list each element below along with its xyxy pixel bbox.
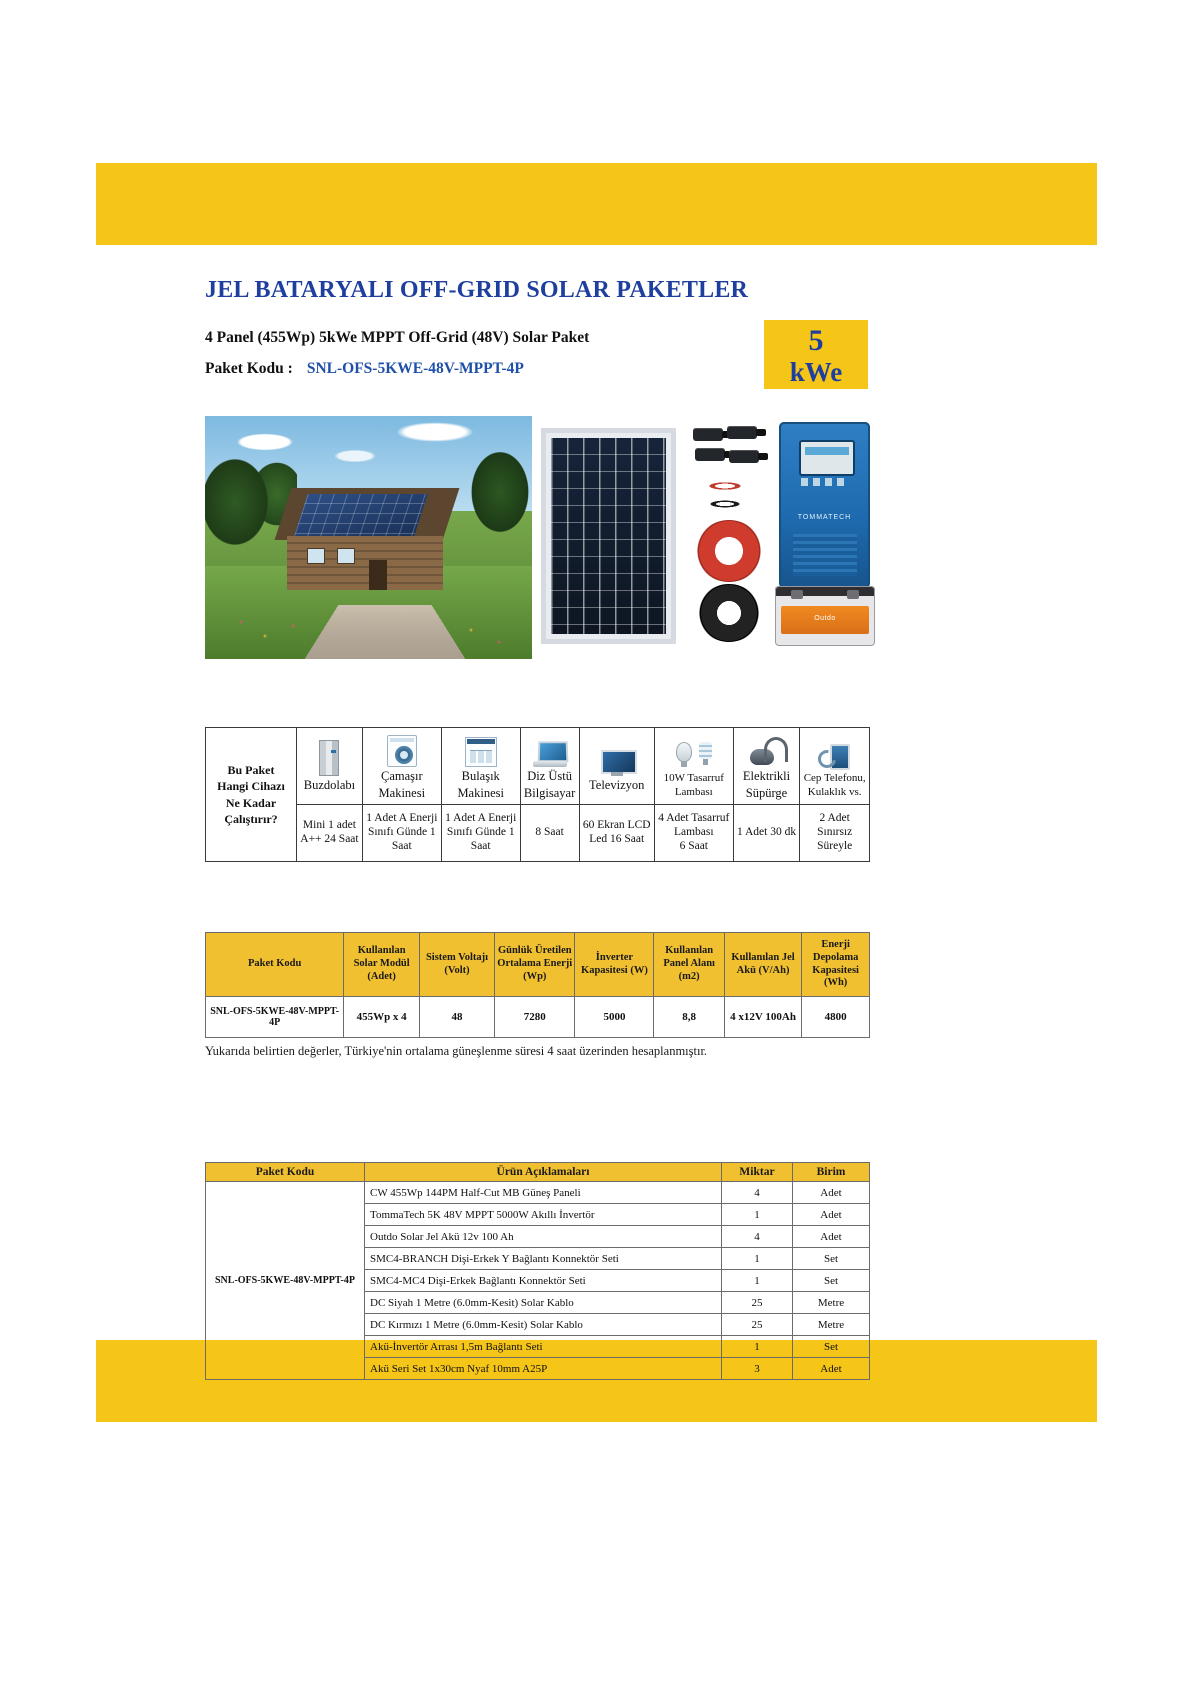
solar-roof-cabin-photo xyxy=(205,416,532,659)
spec-value-paket-kodu: SNL-OFS-5KWE-48V-MPPT-4P xyxy=(206,997,344,1038)
spec-value-inverter-kapasitesi: 5000 xyxy=(575,997,654,1038)
spec-value-enerji-depolama: 4800 xyxy=(802,997,870,1038)
inverter-display xyxy=(799,440,855,476)
appliance-value-camasir-makinesi: 1 Adet A Enerji Sınıfı Günde 1 Saat xyxy=(362,805,441,862)
power-badge-number: 5 xyxy=(808,324,824,357)
product-unit: Adet xyxy=(793,1182,870,1204)
appliance-name: Diz Üstü xyxy=(527,769,572,783)
product-header-birim: Birim xyxy=(793,1163,870,1182)
battery-brand-text: Outdo xyxy=(814,615,836,622)
trees-right xyxy=(452,434,532,554)
panel-cells xyxy=(551,438,666,634)
appliance-name: Elektrikli xyxy=(742,769,791,783)
appliance-cell-buzdolabi xyxy=(297,728,363,805)
package-code-row xyxy=(205,360,524,378)
power-badge-unit: kWe xyxy=(789,357,843,387)
spec-value-jel-aku: 4 x12V 100Ah xyxy=(724,997,801,1038)
product-quantity: 25 xyxy=(722,1292,793,1314)
product-description: Akü-İnvertör Arrası 1,5m Bağlantı Seti xyxy=(365,1336,722,1358)
flowers xyxy=(221,612,521,654)
spec-header-enerji-depolama: Enerji Depolama Kapasitesi (Wh) xyxy=(802,933,870,997)
product-package-code: SNL-OFS-5KWE-48V-MPPT-4P xyxy=(206,1182,365,1380)
battery-terminal xyxy=(791,590,803,599)
product-quantity: 4 xyxy=(722,1182,793,1204)
spec-header-gunluk-enerji: Günlük Üretilen Ortalama Enerji (Wp) xyxy=(495,933,575,997)
product-description: SMC4-BRANCH Dişi-Erkek Y Bağlantı Konnektör Seti xyxy=(365,1248,722,1270)
appliance-name: Cep Telefonu, xyxy=(803,772,866,784)
cabin xyxy=(277,486,457,596)
product-description: SMC4-MC4 Dişi-Erkek Bağlantı Konnektör Seti xyxy=(365,1270,722,1292)
spec-data-row xyxy=(206,997,870,1038)
calculation-note: Yukarıda belirtien değerler, Türkiye'nin ortalama güneşlenme süresi 4 saat üzerinden hesaplanmıştır. xyxy=(205,1044,708,1058)
appliance-icons-row xyxy=(206,728,870,805)
product-unit: Adet xyxy=(793,1226,870,1248)
product-unit: Set xyxy=(793,1270,870,1292)
tommatech-inverter xyxy=(779,422,870,588)
roof-solar-panels xyxy=(294,494,428,536)
product-description: Akü Seri Set 1x30cm Nyaf 10mm A25P xyxy=(365,1358,722,1380)
product-description: TommaTech 5K 48V MPPT 5000W Akıllı İnvertör xyxy=(365,1204,722,1226)
product-quantity: 1 xyxy=(722,1248,793,1270)
specification-table xyxy=(205,932,870,1038)
package-subtitle: 4 Panel (455Wp) 5kWe MPPT Off-Grid (48V) Solar Paket xyxy=(205,329,590,346)
spec-header-jel-aku: Kullanılan Jel Akü (V/Ah) xyxy=(724,933,801,997)
header-line: Hangi Cihazı xyxy=(217,779,285,794)
spec-header-paket-kodu: Paket Kodu xyxy=(206,933,344,997)
spec-value-panel-alani: 8,8 xyxy=(654,997,724,1038)
product-unit: Set xyxy=(793,1336,870,1358)
product-unit: Set xyxy=(793,1248,870,1270)
appliance-value-buzdolabi: Mini 1 adet A++ 24 Saat xyxy=(297,805,363,862)
appliance-name: Çamaşır xyxy=(380,769,423,783)
appliance-name: Bulaşık xyxy=(461,769,500,783)
inverter-buttons xyxy=(801,478,849,486)
spec-header-panel-alani: Kullanılan Panel Alanı (m2) xyxy=(654,933,724,997)
package-code-value: SNL-OFS-5KWE-48V-MPPT-4P xyxy=(306,360,524,377)
cabin-window xyxy=(337,548,355,564)
red-solar-cable-coil xyxy=(695,520,763,582)
appliance-capability-table xyxy=(205,727,870,862)
phone-icon xyxy=(818,742,852,770)
spec-value-solar-modul: 455Wp x 4 xyxy=(344,997,420,1038)
appliance-cell-camasir-makinesi xyxy=(362,728,441,805)
appliance-name: Lambası xyxy=(674,786,713,798)
top-yellow-band xyxy=(96,163,1097,245)
appliance-value-elektrikli-supurge: 1 Adet 30 dk xyxy=(733,805,800,862)
product-description: DC Kırmızı 1 Metre (6.0mm-Kesit) Solar Kablo xyxy=(365,1314,722,1336)
cabin-door xyxy=(369,560,387,590)
appliance-value-cep-telefonu: 2 Adet Sınırsız Süreyle xyxy=(800,805,870,862)
appliance-value-televizyon: 60 Ekran LCD Led 16 Saat xyxy=(579,805,654,862)
appliance-value-bulasik-makinesi: 1 Adet A Enerji Sınıfı Günde 1 Saat xyxy=(441,805,520,862)
inverter-vents xyxy=(793,534,857,576)
tv-icon xyxy=(599,750,635,776)
appliance-name: Kulaklık vs. xyxy=(807,786,862,798)
product-unit: Adet xyxy=(793,1204,870,1226)
battery-terminal xyxy=(847,590,859,599)
product-unit: Metre xyxy=(793,1292,870,1314)
spec-value-gunluk-enerji: 7280 xyxy=(495,997,575,1038)
inverter-brand-label: TOMMATECH xyxy=(797,514,852,521)
battery-brand-label xyxy=(781,606,869,634)
spec-value-sistem-voltaji: 48 xyxy=(419,997,494,1038)
gel-battery xyxy=(775,586,875,646)
solar-panel-product xyxy=(541,428,676,644)
appliance-name: 10W Tasarruf xyxy=(663,772,724,784)
product-image-strip xyxy=(205,416,870,659)
mc4-connectors xyxy=(689,426,763,480)
laptop-icon xyxy=(533,741,567,767)
spec-header-solar-modul: Kullanılan Solar Modül (Adet) xyxy=(344,933,420,997)
appliance-cell-cep-telefonu xyxy=(800,728,870,805)
power-badge xyxy=(764,320,868,389)
product-description: Outdo Solar Jel Akü 12v 100 Ah xyxy=(365,1226,722,1248)
appliance-cell-bulasik-makinesi xyxy=(441,728,520,805)
black-solar-cable-coil xyxy=(697,584,761,642)
product-quantity: 1 xyxy=(722,1336,793,1358)
appliance-name: Buzdolabı xyxy=(303,777,356,792)
header-line: Bu Paket xyxy=(227,763,275,778)
appliance-name: Süpürge xyxy=(745,786,788,800)
vacuum-icon xyxy=(750,737,784,767)
connector-wires xyxy=(687,476,763,516)
package-code-label: Paket Kodu : xyxy=(205,360,293,377)
fridge-icon xyxy=(319,740,339,776)
appliance-cell-elektrikli-supurge xyxy=(733,728,800,805)
appliance-table-header-cell xyxy=(206,728,297,862)
product-header-row xyxy=(206,1163,870,1182)
appliance-cell-televizyon xyxy=(579,728,654,805)
product-header-paket-kodu: Paket Kodu xyxy=(206,1163,365,1182)
product-quantity: 3 xyxy=(722,1358,793,1380)
product-description: CW 455Wp 144PM Half-Cut MB Güneş Paneli xyxy=(365,1182,722,1204)
product-header-miktar: Miktar xyxy=(722,1163,793,1182)
appliance-cell-diz-ustu-bilgisayar xyxy=(520,728,579,805)
page-title: JEL BATARYALI OFF-GRID SOLAR PAKETLER xyxy=(205,277,749,303)
dishwasher-icon xyxy=(465,737,497,767)
table-row xyxy=(206,1182,870,1204)
washer-icon xyxy=(387,735,417,767)
product-quantity: 1 xyxy=(722,1204,793,1226)
header-line: Çalıştırır? xyxy=(224,811,278,826)
product-quantity: 4 xyxy=(722,1226,793,1248)
product-list-table xyxy=(205,1162,870,1380)
product-quantity: 25 xyxy=(722,1314,793,1336)
lightbulb-icon xyxy=(674,740,714,770)
appliance-values-row xyxy=(206,805,870,862)
spec-header-row xyxy=(206,933,870,997)
appliance-value-diz-ustu-bilgisayar: 8 Saat xyxy=(520,805,579,862)
product-header-urun-aciklamalari: Ürün Açıklamaları xyxy=(365,1163,722,1182)
appliance-name: Televizyon xyxy=(589,777,645,792)
appliance-value-tasarruf-lambasi: 4 Adet Tasarruf Lambası 6 Saat xyxy=(654,805,733,862)
appliance-cell-tasarruf-lambasi xyxy=(654,728,733,805)
appliance-name: Makinesi xyxy=(378,786,426,800)
product-unit: Adet xyxy=(793,1358,870,1380)
cabin-window xyxy=(307,548,325,564)
spec-header-sistem-voltaji: Sistem Voltajı (Volt) xyxy=(419,933,494,997)
appliance-name: Makinesi xyxy=(457,786,504,800)
appliance-name: Bilgisayar xyxy=(523,786,576,800)
product-description: DC Siyah 1 Metre (6.0mm-Kesit) Solar Kablo xyxy=(365,1292,722,1314)
product-unit: Metre xyxy=(793,1314,870,1336)
spec-header-inverter-kapasitesi: İnverter Kapasitesi (W) xyxy=(575,933,654,997)
product-quantity: 1 xyxy=(722,1270,793,1292)
header-line: Ne Kadar xyxy=(225,795,277,810)
